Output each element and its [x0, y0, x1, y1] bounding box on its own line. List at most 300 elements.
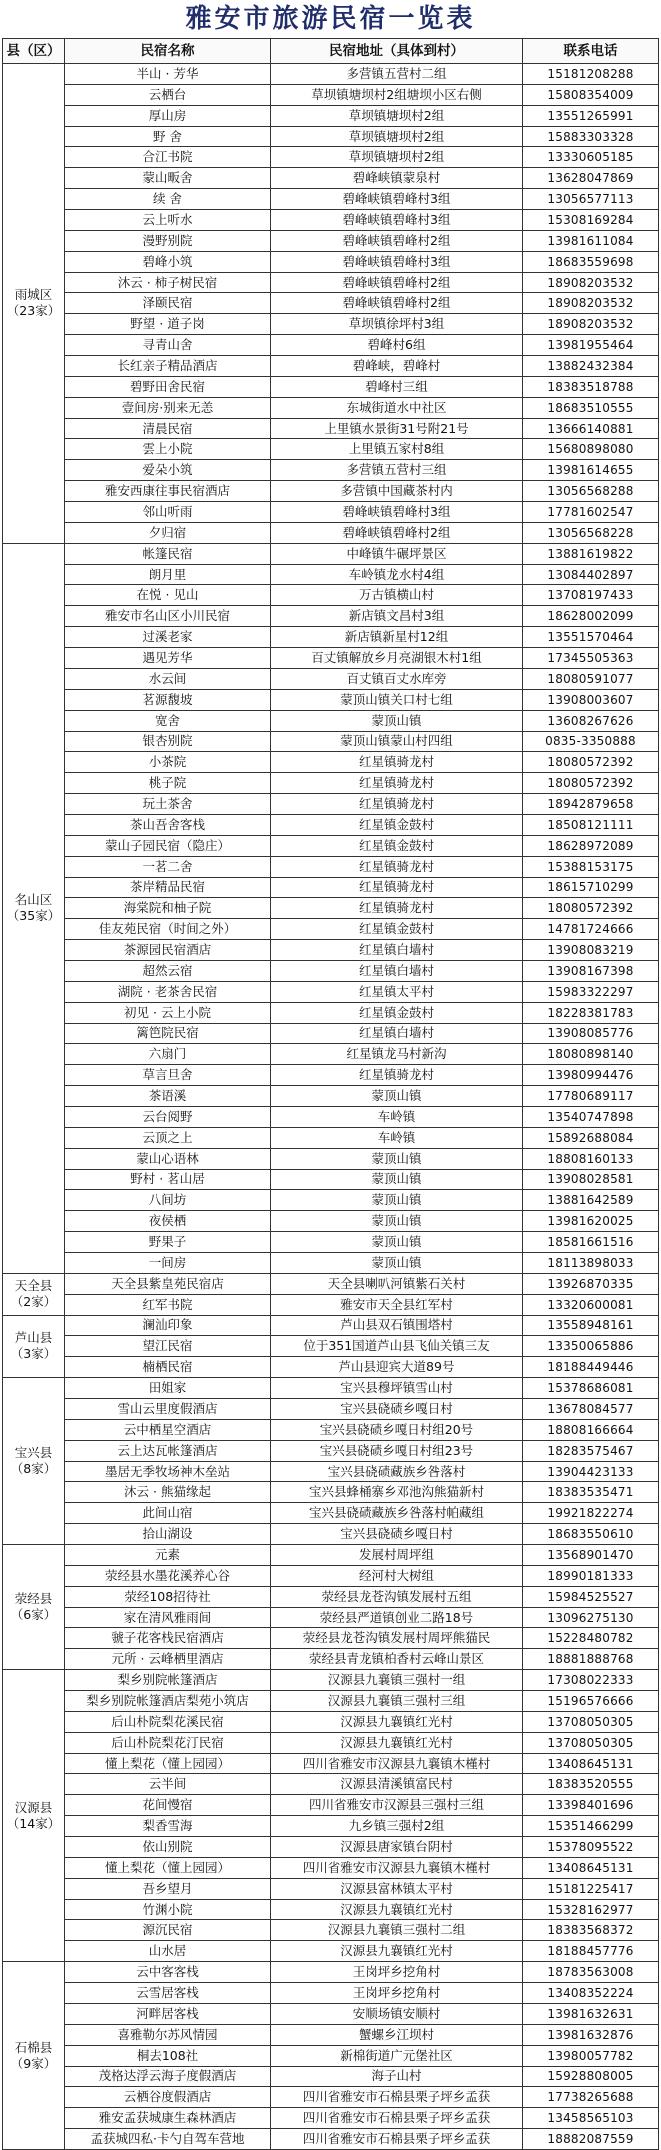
homestay-phone: 13568901470	[523, 1545, 659, 1566]
homestay-name: 天全县紫皇苑民宿店	[65, 1273, 271, 1294]
table-row	[3, 606, 659, 627]
homestay-address: 草坝镇塘坝村2组	[271, 105, 523, 126]
homestay-name: 篱笆院民宿	[65, 1023, 271, 1044]
homestay-phone: 15308169284	[523, 210, 659, 231]
table-row	[3, 2066, 659, 2087]
table-row	[3, 1732, 659, 1753]
homestay-name: 云栖台	[65, 84, 271, 105]
homestay-name: 元素	[65, 1545, 271, 1566]
homestay-name: 在悦 · 见山	[65, 585, 271, 606]
homestay-address: 红星镇白墙村	[271, 960, 523, 981]
homestay-address: 发展村周坪组	[271, 1545, 523, 1566]
county-count: （2家）	[10, 1294, 57, 1310]
table-row	[3, 1962, 659, 1983]
homestay-phone: 13398401696	[523, 1795, 659, 1816]
sheet-title: 雅安市旅游民宿一览表	[185, 4, 476, 34]
homestay-address: 红星镇骑龙村	[271, 898, 523, 919]
homestay-name: 拾山湖设	[65, 1524, 271, 1545]
homestay-address: 红星镇金鼓村	[271, 1002, 523, 1023]
homestay-name: 宽舍	[65, 710, 271, 731]
homestay-phone: 13708197433	[523, 585, 659, 606]
homestay-name: 茶岸精品民宿	[65, 877, 271, 898]
homestay-phone: 13980994476	[523, 1065, 659, 1086]
homestay-phone: 13908083219	[523, 940, 659, 961]
table-row	[3, 1795, 659, 1816]
homestay-address: 多营镇五营村三组	[271, 460, 523, 481]
table-row	[3, 1315, 659, 1336]
homestay-name: 澜汕印象	[65, 1315, 271, 1336]
homestay-name: 草言旦舍	[65, 1065, 271, 1086]
county-name: 芦山县	[14, 1330, 53, 1346]
homestay-name: 梨乡别院帐篷酒店梨苑小筑店	[65, 1691, 271, 1712]
table-row	[3, 1273, 659, 1294]
homestay-address: 四川省雅安市石棉县栗子坪乡孟获	[271, 2087, 523, 2108]
table-row	[3, 1294, 659, 1315]
table-row	[3, 1649, 659, 1670]
table-row	[3, 585, 659, 606]
homestay-name: 水云间	[65, 668, 271, 689]
table-row	[3, 356, 659, 377]
county-cell	[3, 1315, 65, 1378]
homestay-name: 蒙山子园民宿（隐庄）	[65, 835, 271, 856]
table-row	[3, 335, 659, 356]
homestay-name: 沐云 · 熊猫缘起	[65, 1482, 271, 1503]
homestay-name: 朗月里	[65, 564, 271, 585]
table-row	[3, 856, 659, 877]
homestay-phone: 13551265991	[523, 105, 659, 126]
homestay-address: 天全县喇叭河镇紫石关村	[271, 1273, 523, 1294]
homestay-name: 爱朵小筑	[65, 460, 271, 481]
table-row	[3, 1461, 659, 1482]
homestay-phone: 18882087559	[523, 2129, 659, 2150]
homestay-phone: 17738265688	[523, 2087, 659, 2108]
homestay-name: 六扇门	[65, 1044, 271, 1065]
homestay-address: 红星镇龙马村新沟	[271, 1044, 523, 1065]
table-row	[3, 1086, 659, 1107]
homestay-name: 此间山宿	[65, 1503, 271, 1524]
homestay-name: 花间慢宿	[65, 1795, 271, 1816]
homestay-address: 车岭镇	[271, 1127, 523, 1148]
table-row	[3, 668, 659, 689]
homestay-name: 云上达瓦帐篷酒店	[65, 1440, 271, 1461]
homestay-phone: 18113898033	[523, 1252, 659, 1273]
homestay-name: 野望 · 道子岗	[65, 314, 271, 335]
homestay-phone: 18908203532	[523, 314, 659, 335]
homestay-address: 碧峰峡镇碧峰村3组	[271, 251, 523, 272]
county-name: 名山区	[14, 892, 53, 908]
table-row	[3, 1524, 659, 1545]
table-row	[3, 397, 659, 418]
homestay-phone: 13904423133	[523, 1461, 659, 1482]
homestay-address: 多营镇五营村二组	[271, 64, 523, 85]
table-row	[3, 64, 659, 85]
header-address: 民宿地址（具体到村）	[271, 39, 523, 64]
homestay-address: 荥经县龙苍沟镇发展村五组	[271, 1586, 523, 1607]
table-row	[3, 2003, 659, 2024]
homestay-phone: 17781602547	[523, 502, 659, 523]
table-row	[3, 481, 659, 502]
county-name: 石棉县	[14, 2039, 53, 2055]
table-row	[3, 1378, 659, 1399]
homestay-address: 九乡镇三强村2组	[271, 1816, 523, 1837]
homestay-phone: 13981614655	[523, 460, 659, 481]
homestay-address: 芦山县双石镇围塔村	[271, 1315, 523, 1336]
homestay-phone: 13981632631	[523, 2003, 659, 2024]
table-row	[3, 2024, 659, 2045]
homestay-address: 新店镇文昌村3组	[271, 606, 523, 627]
table-row	[3, 293, 659, 314]
table-row	[3, 1857, 659, 1878]
homestay-name: 梨乡别院帐篷酒店	[65, 1670, 271, 1691]
homestay-address: 车岭镇龙水村4组	[271, 564, 523, 585]
homestay-name: 超然云宿	[65, 960, 271, 981]
homestay-name: 荥经108招待社	[65, 1586, 271, 1607]
table-row	[3, 877, 659, 898]
homestay-phone: 13330605185	[523, 147, 659, 168]
homestay-address: 红星镇金鼓村	[271, 919, 523, 940]
table-row	[3, 230, 659, 251]
homestay-address: 王岗坪乡挖角村	[271, 1962, 523, 1983]
homestay-phone: 18683559698	[523, 251, 659, 272]
homestay-phone: 13908167398	[523, 960, 659, 981]
table-row	[3, 1065, 659, 1086]
homestay-phone: 13926870335	[523, 1273, 659, 1294]
table-row	[3, 126, 659, 147]
homestay-phone: 15378095522	[523, 1837, 659, 1858]
county-cell	[3, 543, 65, 1273]
homestay-name: 云顶之上	[65, 1127, 271, 1148]
homestay-address: 碧峰峡镇碧峰村3组	[271, 502, 523, 523]
homestay-name: 野村 · 茗山居	[65, 1169, 271, 1190]
homestay-address: 红星镇骑龙村	[271, 794, 523, 815]
homestay-address: 宝兴县蜂桶寨乡邓池沟熊猫新村	[271, 1482, 523, 1503]
homestay-phone: 14781724666	[523, 919, 659, 940]
table-row	[3, 689, 659, 710]
homestay-name: 孟获城四私·卡勺自驾车营地	[65, 2129, 271, 2150]
table-row	[3, 105, 659, 126]
header-name: 民宿名称	[65, 39, 271, 64]
homestay-address: 车岭镇	[271, 1106, 523, 1127]
homestay-name: 雅安孟获城康生森林酒店	[65, 2108, 271, 2129]
homestay-address: 新店镇新星村12组	[271, 627, 523, 648]
homestay-phone: 15181208288	[523, 64, 659, 85]
table-row	[3, 731, 659, 752]
table-row	[3, 919, 659, 940]
homestay-address: 上里镇水景街31号附21号	[271, 418, 523, 439]
homestay-phone: 18188457776	[523, 1941, 659, 1962]
homestay-address: 汉源县清溪镇富民村	[271, 1774, 523, 1795]
homestay-address: 蒙顶山镇	[271, 1086, 523, 1107]
table-row	[3, 564, 659, 585]
county-count: （6家）	[10, 1607, 57, 1623]
table-row	[3, 1503, 659, 1524]
table-row	[3, 981, 659, 1002]
homestay-phone: 18908203532	[523, 272, 659, 293]
homestay-name: 初见 · 云上小院	[65, 1002, 271, 1023]
homestay-phone: 18080572392	[523, 752, 659, 773]
homestay-phone: 13708050305	[523, 1732, 659, 1753]
homestay-phone: 18080572392	[523, 773, 659, 794]
homestay-name: 荥经县水墨花溪养心谷	[65, 1565, 271, 1586]
homestay-phone: 18188449446	[523, 1357, 659, 1378]
homestay-phone: 18628002099	[523, 606, 659, 627]
header-row	[3, 39, 659, 64]
table-row	[3, 1628, 659, 1649]
homestay-address: 汉源县唐家镇台阴村	[271, 1837, 523, 1858]
table-row	[3, 1002, 659, 1023]
homestay-address: 汉源县富林镇太平村	[271, 1878, 523, 1899]
county-cell	[3, 64, 65, 544]
homestay-address: 蒙顶山镇	[271, 1211, 523, 1232]
homestay-phone: 13708050305	[523, 1711, 659, 1732]
table-row	[3, 1545, 659, 1566]
homestay-phone: 13056577113	[523, 189, 659, 210]
homestay-name: 山水居	[65, 1941, 271, 1962]
homestay-name: 帐篷民宿	[65, 543, 271, 564]
homestay-phone: 13056568228	[523, 522, 659, 543]
homestay-address: 碧峰村6组	[271, 335, 523, 356]
homestay-address: 蒙顶山镇蒙山村四组	[271, 731, 523, 752]
table-row	[3, 1586, 659, 1607]
homestay-name: 云中栖星空酒店	[65, 1419, 271, 1440]
table-row	[3, 648, 659, 669]
homestay-phone: 15928808005	[523, 2066, 659, 2087]
table-row	[3, 84, 659, 105]
table-row	[3, 251, 659, 272]
homestay-name: 源沉民宿	[65, 1920, 271, 1941]
homestay-address: 红星镇白墙村	[271, 1023, 523, 1044]
homestay-address: 安顺场镇安顺村	[271, 2003, 523, 2024]
homestay-name: 田姐家	[65, 1378, 271, 1399]
homestay-name: 懂上梨花（懂上园园）	[65, 1857, 271, 1878]
homestay-phone: 15680898080	[523, 439, 659, 460]
homestay-name: 云台阅野	[65, 1106, 271, 1127]
homestay-address: 蒙顶山镇	[271, 1252, 523, 1273]
homestay-name: 云栖谷度假酒店	[65, 2087, 271, 2108]
homestay-address: 红星镇金鼓村	[271, 814, 523, 835]
homestay-phone: 15883303328	[523, 126, 659, 147]
homestay-phone: 13908003607	[523, 689, 659, 710]
homestay-address: 万古镇横山村	[271, 585, 523, 606]
homestay-address: 海子山村	[271, 2066, 523, 2087]
homestay-address: 红星镇太平村	[271, 981, 523, 1002]
homestay-address: 汉源县九襄镇红光村	[271, 1732, 523, 1753]
homestay-address: 草坝镇塘坝村2组	[271, 126, 523, 147]
county-name: 天全县	[14, 1278, 53, 1294]
homestay-address: 宝兴县硗碛乡嘎日村组20号	[271, 1419, 523, 1440]
county-count: （23家）	[6, 303, 61, 319]
homestay-name: 河畔居客栈	[65, 2003, 271, 2024]
homestay-address: 碧峰村三组	[271, 376, 523, 397]
homestay-address: 荥经县青龙镇柏香村云峰山景区	[271, 1649, 523, 1670]
county-name: 雨城区	[14, 287, 53, 303]
homestay-address: 红星镇骑龙村	[271, 856, 523, 877]
county-cell	[3, 1962, 65, 2150]
header-phone: 联系电话	[523, 39, 659, 64]
homestay-phone: 13608267626	[523, 710, 659, 731]
table-row	[3, 1440, 659, 1461]
homestay-name: 喜雅勒尔苏风情园	[65, 2024, 271, 2045]
homestay-phone: 13628047869	[523, 168, 659, 189]
table-row	[3, 2108, 659, 2129]
homestay-phone: 15388153175	[523, 856, 659, 877]
homestay-name: 雅安西康往事民宿酒店	[65, 481, 271, 502]
homestay-phone: 15181225417	[523, 1878, 659, 1899]
homestay-name: 银杏别院	[65, 731, 271, 752]
homestay-address: 蒙顶山镇	[271, 710, 523, 731]
homestay-name: 蒙山畈舍	[65, 168, 271, 189]
homestay-address: 汉源县九襄镇红光村	[271, 1899, 523, 1920]
table-row	[3, 314, 659, 335]
homestay-address: 碧峰峡镇蒙泉村	[271, 168, 523, 189]
homestay-address: 碧峰峡镇碧峰村3组	[271, 189, 523, 210]
homestay-address: 四川省雅安市石棉县栗子坪乡孟获	[271, 2129, 523, 2150]
homestay-name: 八间坊	[65, 1190, 271, 1211]
homestay-phone: 13980057782	[523, 2045, 659, 2066]
table-row	[3, 794, 659, 815]
homestay-address: 蒙顶山镇关口村七组	[271, 689, 523, 710]
homestay-name: 碧野田舍民宿	[65, 376, 271, 397]
county-name: 荥经县	[14, 1591, 53, 1607]
table-body	[3, 64, 659, 2150]
homestay-address: 位于351国道芦山县飞仙关镇三友	[271, 1336, 523, 1357]
homestay-phone: 13320600081	[523, 1294, 659, 1315]
homestay-address: 百丈镇解放乡月亮湖银木村1组	[271, 648, 523, 669]
homestay-name: 依山别院	[65, 1837, 271, 1858]
table-row	[3, 1399, 659, 1420]
table-row	[3, 1711, 659, 1732]
homestay-phone: 13551570464	[523, 627, 659, 648]
homestay-phone: 18808166664	[523, 1419, 659, 1440]
homestay-table	[2, 38, 659, 2150]
homestay-name: 楠栖民宿	[65, 1357, 271, 1378]
homestay-phone: 13666140881	[523, 418, 659, 439]
table-row	[3, 210, 659, 231]
homestay-name: 后山朴院梨花溪民宿	[65, 1711, 271, 1732]
table-row	[3, 1983, 659, 2004]
homestay-name: 后山朴院梨花汀民宿	[65, 1732, 271, 1753]
homestay-phone: 13881642589	[523, 1190, 659, 1211]
homestay-phone: 18683510555	[523, 397, 659, 418]
homestay-phone: 13981955464	[523, 335, 659, 356]
homestay-address: 汉源县九襄镇红光村	[271, 1711, 523, 1732]
homestay-address: 宝兴县硗碛乡嘎日村	[271, 1524, 523, 1545]
homestay-name: 雅安市名山区小川民宿	[65, 606, 271, 627]
homestay-phone: 18908203532	[523, 293, 659, 314]
homestay-address: 新棉街道广元堡社区	[271, 2045, 523, 2066]
table-row	[3, 773, 659, 794]
homestay-name: 蒙山心语林	[65, 1148, 271, 1169]
homestay-phone: 18383518788	[523, 376, 659, 397]
homestay-address: 草坝镇塘坝村2组塘坝小区右侧	[271, 84, 523, 105]
homestay-address: 汉源县九襄镇三强村三组	[271, 1691, 523, 1712]
table-row	[3, 627, 659, 648]
table-row	[3, 2045, 659, 2066]
table-row	[3, 1607, 659, 1628]
homestay-phone: 18881888768	[523, 1649, 659, 1670]
homestay-name: 清晨民宿	[65, 418, 271, 439]
homestay-address: 碧峰峡镇碧峰村2组	[271, 293, 523, 314]
homestay-address: 多营镇中国藏茶村内	[271, 481, 523, 502]
table-row	[3, 898, 659, 919]
table-row	[3, 960, 659, 981]
table-row	[3, 1023, 659, 1044]
table-row	[3, 1837, 659, 1858]
table-row	[3, 147, 659, 168]
homestay-name: 墨居无季牧场神木垒站	[65, 1461, 271, 1482]
homestay-address: 蒙顶山镇	[271, 1232, 523, 1253]
homestay-address: 宝兴县硗碛藏族乡咎落村	[271, 1461, 523, 1482]
homestay-address: 蒙顶山镇	[271, 1148, 523, 1169]
county-count: （14家）	[6, 1815, 61, 1831]
table-row	[3, 1816, 659, 1837]
homestay-name: 壹间房·别来无恙	[65, 397, 271, 418]
homestay-phone: 13908085776	[523, 1023, 659, 1044]
homestay-phone: 18683550610	[523, 1524, 659, 1545]
table-row	[3, 1336, 659, 1357]
homestay-phone: 0835-3350888	[523, 731, 659, 752]
homestay-phone: 13540747898	[523, 1106, 659, 1127]
homestay-name: 红军书院	[65, 1294, 271, 1315]
county-cell	[3, 1378, 65, 1545]
table-row	[3, 168, 659, 189]
homestay-name: 梨香雪海	[65, 1816, 271, 1837]
table-row	[3, 1419, 659, 1440]
table-row	[3, 1357, 659, 1378]
homestay-address: 东城街道水中社区	[271, 397, 523, 418]
homestay-phone: 18228381783	[523, 1002, 659, 1023]
homestay-name: 竹渊小院	[65, 1899, 271, 1920]
homestay-phone: 17780689117	[523, 1086, 659, 1107]
homestay-address: 荥经县龙苍沟镇发展村周坪熊猫民	[271, 1628, 523, 1649]
table-row	[3, 1169, 659, 1190]
homestay-address: 荥经县严道镇创业二路18号	[271, 1607, 523, 1628]
homestay-address: 王岗坪乡挖角村	[271, 1983, 523, 2004]
homestay-name: 茶源园民宿酒店	[65, 940, 271, 961]
homestay-name: 茗源馥坡	[65, 689, 271, 710]
homestay-address: 雅安市天全县红军村	[271, 1294, 523, 1315]
table-row	[3, 752, 659, 773]
homestay-address: 碧峰峡，碧峰村	[271, 356, 523, 377]
table-row	[3, 439, 659, 460]
homestay-phone: 15983322297	[523, 981, 659, 1002]
table-row	[3, 1211, 659, 1232]
homestay-name: 沐云 · 柿子树民宿	[65, 272, 271, 293]
table-row	[3, 502, 659, 523]
homestay-address: 草坝镇徐坪村3组	[271, 314, 523, 335]
homestay-phone: 13558948161	[523, 1315, 659, 1336]
table-row	[3, 1127, 659, 1148]
homestay-address: 红星镇骑龙村	[271, 773, 523, 794]
homestay-phone: 13350065886	[523, 1336, 659, 1357]
county-count: （3家）	[10, 1346, 57, 1362]
homestay-name: 雪山云里度假酒店	[65, 1399, 271, 1420]
table-row	[3, 1148, 659, 1169]
county-count: （8家）	[10, 1461, 57, 1477]
homestay-phone: 13981611084	[523, 230, 659, 251]
homestay-name: 桐去108社	[65, 2045, 271, 2066]
homestay-name: 漫野别院	[65, 230, 271, 251]
homestay-address: 汉源县九襄镇红光村	[271, 1941, 523, 1962]
homestay-address: 红星镇骑龙村	[271, 1065, 523, 1086]
homestay-address: 碧峰峡镇碧峰村2组	[271, 230, 523, 251]
homestay-address: 红星镇白墙村	[271, 940, 523, 961]
homestay-address: 碧峰峡镇碧峰村2组	[271, 522, 523, 543]
homestay-phone: 13881619822	[523, 543, 659, 564]
table-row	[3, 522, 659, 543]
homestay-phone: 13408645131	[523, 1857, 659, 1878]
homestay-address: 四川省雅安市石棉县栗子坪乡孟获	[271, 2108, 523, 2129]
